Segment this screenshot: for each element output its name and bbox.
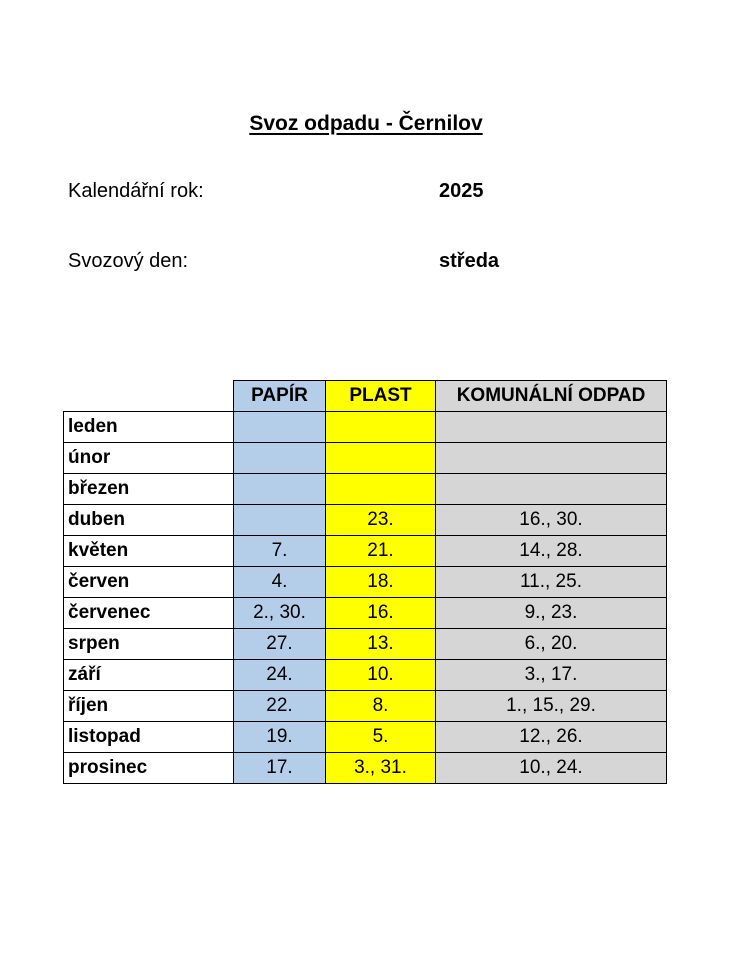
plast-cell: 10. xyxy=(326,660,436,691)
month-cell: červenec xyxy=(64,598,234,629)
plast-cell xyxy=(326,412,436,443)
table-row xyxy=(64,443,667,474)
table-row xyxy=(64,598,667,629)
collection-day-label: Svozový den: xyxy=(68,250,189,272)
header-komunal: KOMUNÁLNÍ ODPAD xyxy=(436,381,667,412)
table-row xyxy=(64,691,667,722)
papir-cell: 22. xyxy=(234,691,326,722)
plast-cell: 23. xyxy=(326,505,436,536)
plast-cell: 5. xyxy=(326,722,436,753)
plast-cell: 18. xyxy=(326,567,436,598)
plast-cell: 3., 31. xyxy=(326,753,436,784)
komunal-cell: 3., 17. xyxy=(436,660,667,691)
papir-cell: 2., 30. xyxy=(234,598,326,629)
header-papir: PAPÍR xyxy=(234,381,326,412)
papir-cell: 17. xyxy=(234,753,326,784)
header-plast: PLAST xyxy=(326,381,436,412)
plast-cell: 13. xyxy=(326,629,436,660)
year-label: Kalendářní rok: xyxy=(68,180,204,202)
month-cell: září xyxy=(64,660,234,691)
komunal-cell: 12., 26. xyxy=(436,722,667,753)
table-row xyxy=(64,629,667,660)
table-row xyxy=(64,753,667,784)
plast-cell xyxy=(326,443,436,474)
table-row xyxy=(64,567,667,598)
komunal-cell: 14., 28. xyxy=(436,536,667,567)
komunal-cell xyxy=(436,412,667,443)
month-cell: leden xyxy=(64,412,234,443)
papir-cell: 19. xyxy=(234,722,326,753)
table-body xyxy=(64,412,667,784)
komunal-cell: 16., 30. xyxy=(436,505,667,536)
month-cell: říjen xyxy=(64,691,234,722)
month-cell: listopad xyxy=(64,722,234,753)
table-row xyxy=(64,660,667,691)
header-corner xyxy=(64,381,234,412)
papir-cell: 4. xyxy=(234,567,326,598)
month-cell: květen xyxy=(64,536,234,567)
table-header-row xyxy=(64,381,667,412)
table-row xyxy=(64,722,667,753)
komunal-cell xyxy=(436,443,667,474)
collection-day-value: středa xyxy=(439,250,500,272)
plast-cell: 16. xyxy=(326,598,436,629)
plast-cell: 21. xyxy=(326,536,436,567)
month-cell: únor xyxy=(64,443,234,474)
plast-cell xyxy=(326,474,436,505)
month-cell: červen xyxy=(64,567,234,598)
papir-cell xyxy=(234,474,326,505)
papir-cell xyxy=(234,412,326,443)
papir-cell: 7. xyxy=(234,536,326,567)
papir-cell: 27. xyxy=(234,629,326,660)
table-row xyxy=(64,505,667,536)
page-title: Svoz odpadu - Černilov xyxy=(249,112,483,135)
komunal-cell: 11., 25. xyxy=(436,567,667,598)
month-cell: duben xyxy=(64,505,234,536)
month-cell: březen xyxy=(64,474,234,505)
table-row xyxy=(64,474,667,505)
collection-schedule-table xyxy=(63,380,667,784)
month-cell: srpen xyxy=(64,629,234,660)
komunal-cell: 9., 23. xyxy=(436,598,667,629)
papir-cell xyxy=(234,443,326,474)
komunal-cell: 6., 20. xyxy=(436,629,667,660)
plast-cell: 8. xyxy=(326,691,436,722)
papir-cell: 24. xyxy=(234,660,326,691)
komunal-cell: 1., 15., 29. xyxy=(436,691,667,722)
papir-cell xyxy=(234,505,326,536)
year-value: 2025 xyxy=(439,180,484,202)
table-row xyxy=(64,412,667,443)
komunal-cell xyxy=(436,474,667,505)
table-row xyxy=(64,536,667,567)
month-cell: prosinec xyxy=(64,753,234,784)
komunal-cell: 10., 24. xyxy=(436,753,667,784)
